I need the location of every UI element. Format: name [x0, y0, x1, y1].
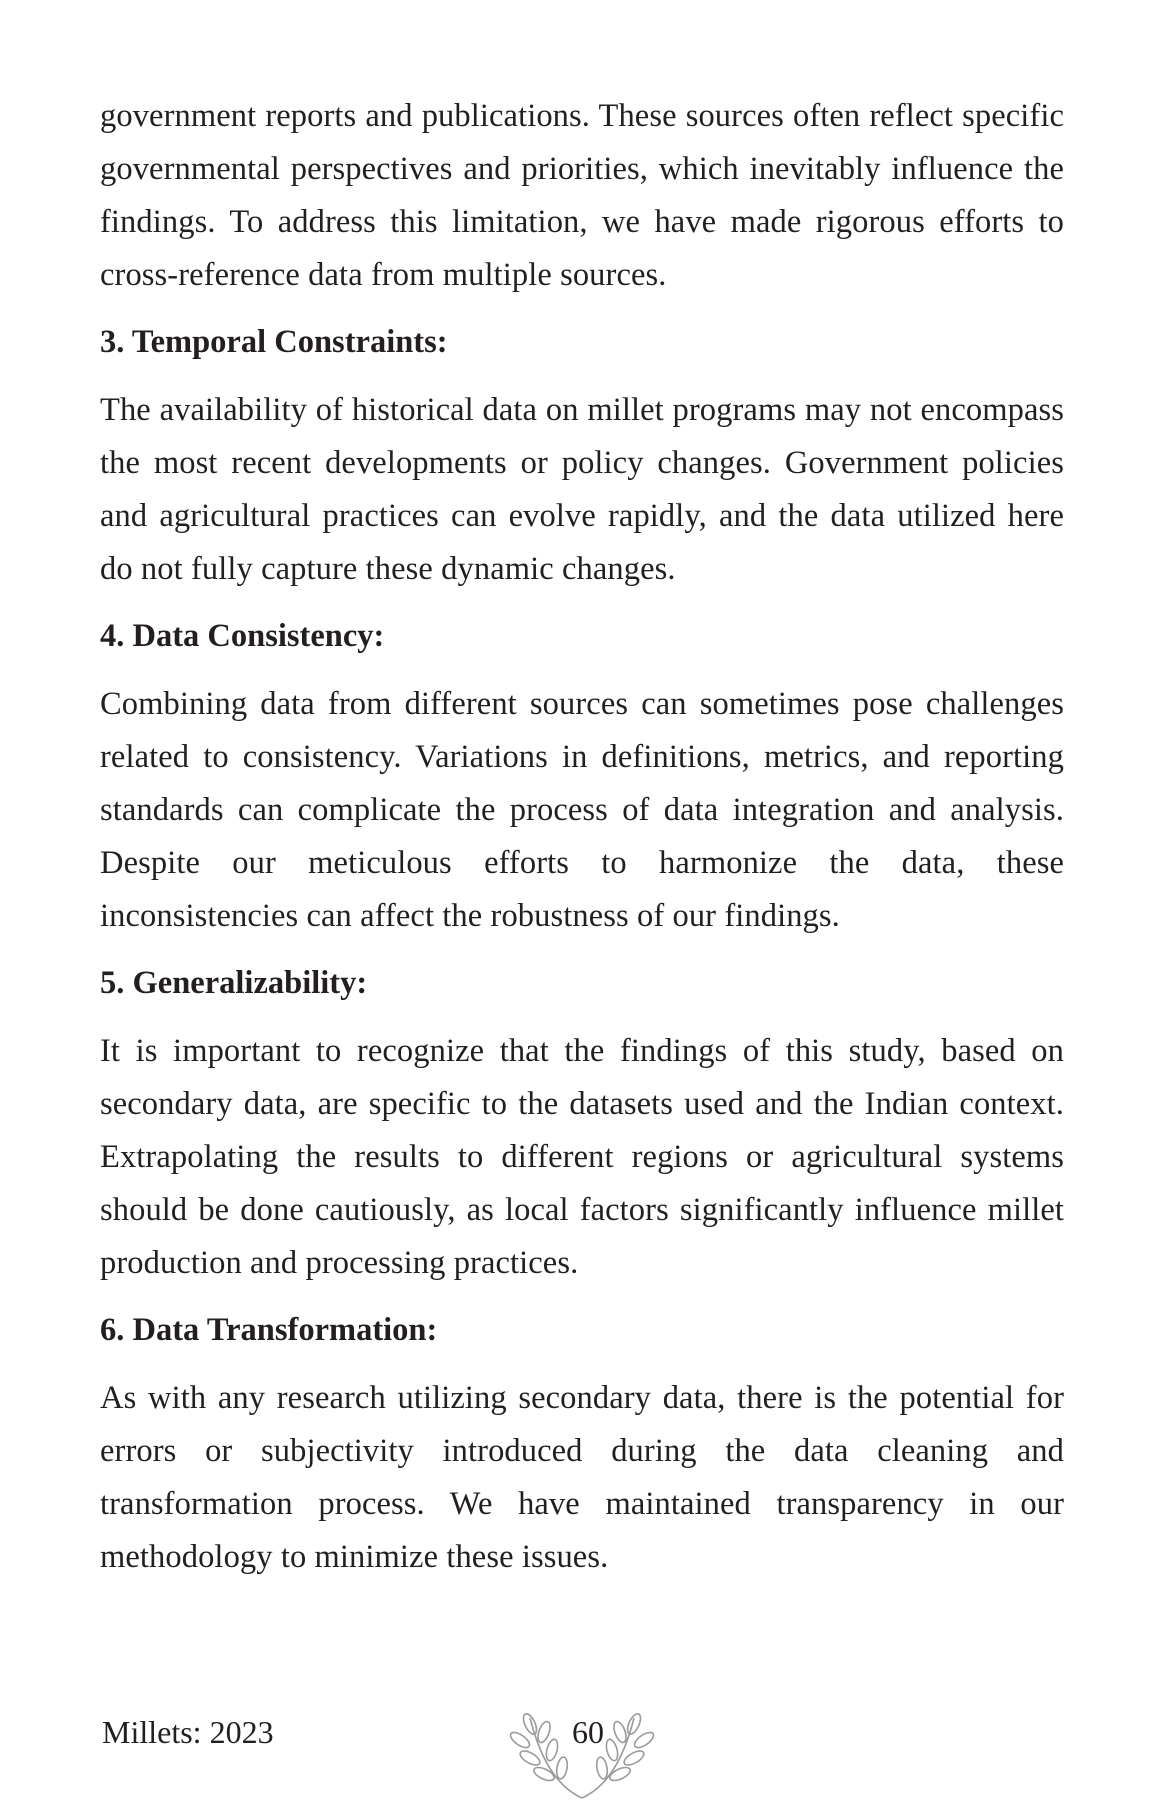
intro-paragraph: government reports and publications. These sources often reflect specific governmental perspectives and priorities, which inevitably influence the findings. To address this limitation, we have made rigorous efforts to cross-reference data from multiple sources.: [100, 98, 1064, 293]
section-body: As with any research utilizing secondary data, there is the potential for errors or subjectivity introduced during the data cleaning and transformation process. We have maintained transparency in our methodology to minimize these issues.: [100, 1380, 1064, 1575]
section-body: Combining data from different sources can sometimes pose challenges related to consistency. Variations in definitions, metrics, and reporting standards can complicate the process of data integration and analysis. Despite our meticulous efforts to harmonize the data, these inconsistencies can affect the robustness of our findings.: [100, 686, 1064, 934]
section-body: The availability of historical data on millet programs may not encompass the most recent developments or policy changes. Government policies and agricultural practices can evolve rapidly, and the data utilized here do not fully capture these dynamic changes.: [100, 392, 1064, 587]
page-number: 60: [572, 1714, 604, 1750]
section-body: It is important to recognize that the findings of this study, based on secondary data, are specific to the datasets used and the Indian context. Extrapolating the results to different regions or agricultural systems should be done cautiously, as local factors significantly influence millet production and processing practices.: [100, 1033, 1064, 1281]
section-generalizability: [100, 963, 1064, 1290]
section-data-transformation: [100, 1310, 1064, 1584]
section-data-consistency: [100, 616, 1064, 943]
running-title: Millets: 2023: [102, 1714, 274, 1750]
section-heading: 3. Temporal Constraints:: [100, 324, 448, 360]
laurel-wreath-icon: [500, 1710, 664, 1800]
section-heading: 6. Data Transformation:: [100, 1312, 438, 1348]
section-heading: 5. Generalizability:: [100, 965, 368, 1001]
section-temporal-constraints: [100, 322, 1064, 596]
section-heading: 4. Data Consistency:: [100, 618, 385, 654]
page-content: [100, 90, 1064, 1604]
